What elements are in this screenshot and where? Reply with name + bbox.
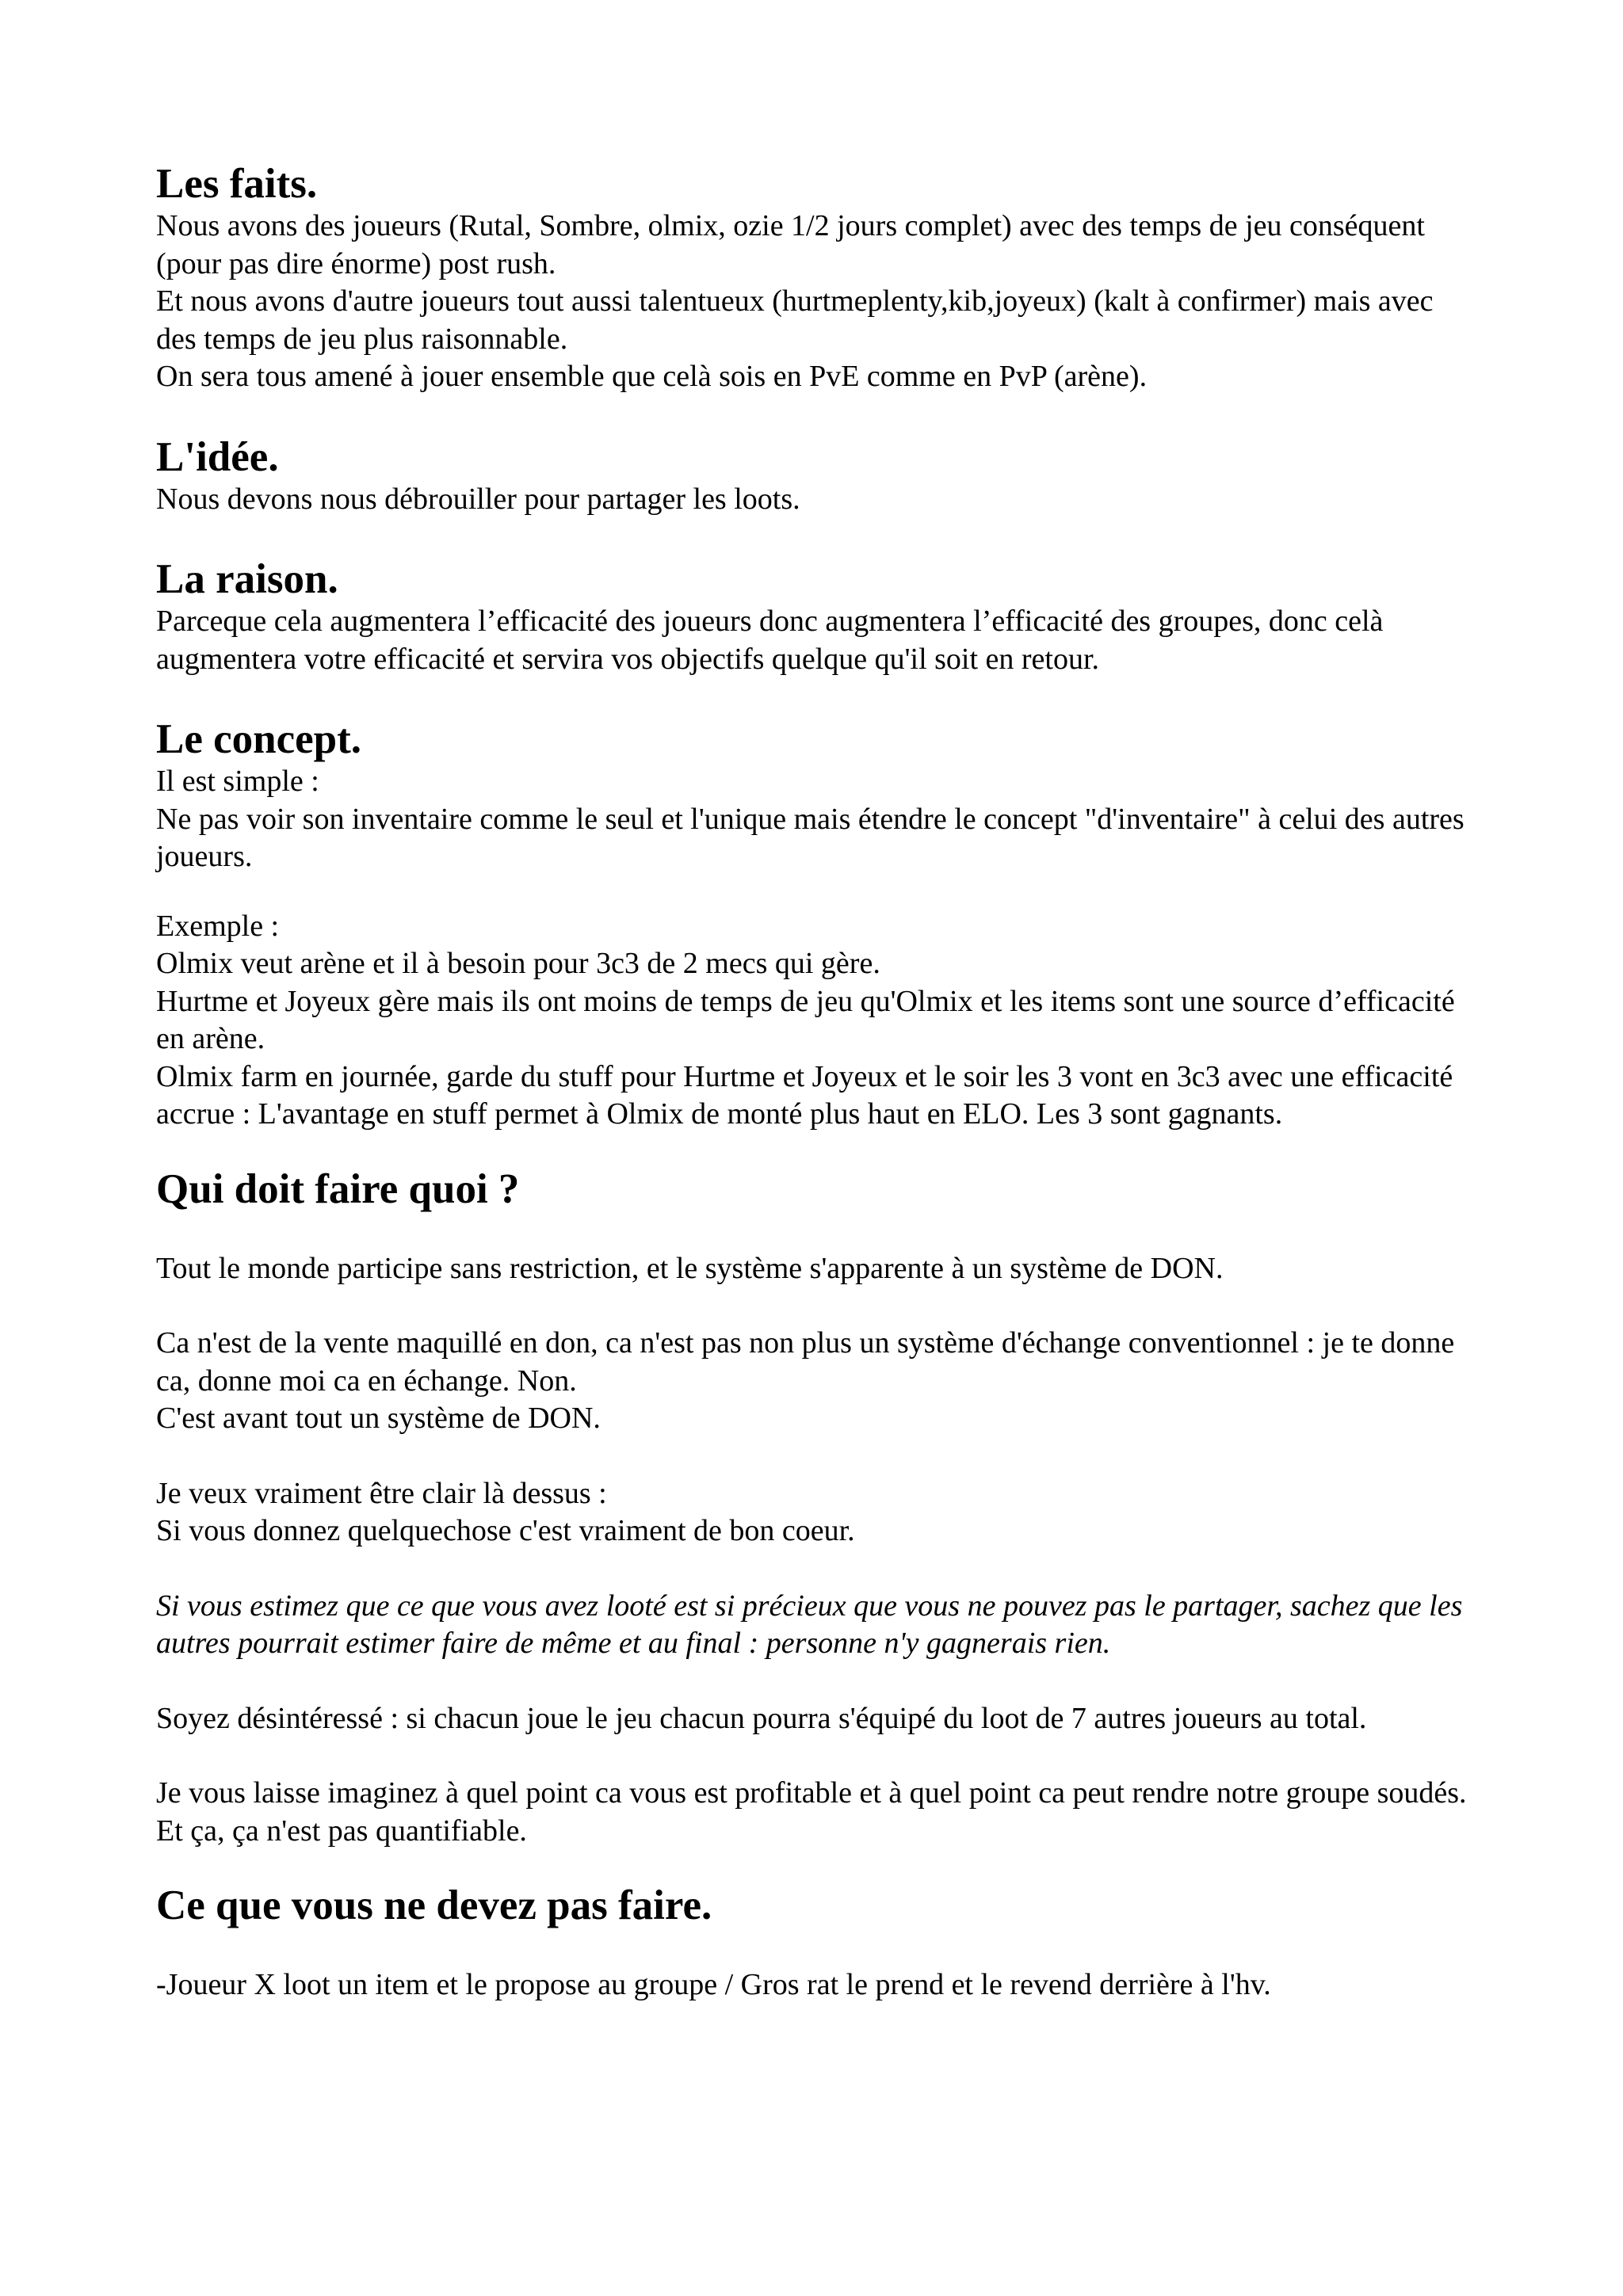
spacer	[156, 1737, 1476, 1775]
paragraph: C'est avant tout un système de DON.	[156, 1402, 601, 1435]
spacer	[156, 518, 1476, 555]
spacer	[156, 1550, 1476, 1588]
spacer	[156, 1929, 1476, 1966]
spacer	[156, 1213, 1476, 1250]
paragraph: Je veux vraiment être clair là dessus :	[156, 1476, 607, 1510]
paragraph: Soyez désintéressé : si chacun joue le jeu chacun pourra s'équipé du loot de 7 autres joueurs au total.	[156, 1701, 1367, 1735]
paragraph: Tout le monde participe sans restriction, et le système s'apparente à un système de DON.	[156, 1251, 1224, 1285]
spacer	[156, 1663, 1476, 1700]
heading-les-faits: Les faits.	[156, 161, 318, 207]
heading-qui-doit-faire-quoi: Qui doit faire quoi ?	[156, 1165, 520, 1212]
paragraph: Olmix veut arène et il à besoin pour 3c3 de 2 mecs qui gère.	[156, 947, 880, 980]
paragraph: Exemple :	[156, 909, 280, 943]
paragraph: Ca n'est de la vente maquillé en don, ca n'est pas non plus un système d'échange conventionnel : je te donne ca, donne moi ca en échange. Non.	[156, 1326, 1455, 1398]
spacer	[156, 1438, 1476, 1475]
spacer	[156, 1134, 1476, 1165]
paragraph: Nous devons nous débrouiller pour partager les loots.	[156, 482, 800, 516]
spacer	[156, 678, 1476, 715]
paragraph: Et ça, ça n'est pas quantifiable.	[156, 1814, 527, 1848]
paragraph: -Joueur X loot un item et le propose au groupe / Gros rat le prend et le revend derrière à l'hv.	[156, 1968, 1271, 2001]
paragraph: On sera tous amené à jouer ensemble que celà sois en PvE comme en PvP (arène).	[156, 360, 1148, 393]
spacer	[156, 1287, 1476, 1325]
spacer	[156, 876, 1476, 908]
paragraph: Et nous avons d'autre joueurs tout aussi talentueux (hurtmeplenty,kib,joyeux) (kalt à confirmer) mais avec des temps de jeu plus raisonnable.	[156, 284, 1434, 356]
paragraph: Si vous donnez quelquechose c'est vraiment de bon coeur.	[156, 1514, 855, 1547]
paragraph: Nous avons des joueurs (Rutal, Sombre, olmix, ozie 1/2 jours complet) avec des temps de jeu conséquent (pour pas dire énorme) post rush.	[156, 209, 1425, 280]
heading-l-idee: L'idée.	[156, 433, 279, 480]
paragraph: Olmix farm en journée, garde du stuff pour Hurtme et Joyeux et le soir les 3 vont en 3c3 avec une efficacité accrue : L'avantage en stuff permet à Olmix de monté plus haut en ELO. Les 3 sont gagnants.	[156, 1059, 1453, 1131]
heading-le-concept: Le concept.	[156, 716, 362, 762]
italic-paragraph: Si vous estimez que ce que vous avez looté est si précieux que vous ne pouvez pas le partager, sachez que les autres pourrait estimer faire de même et au final : personne n'y gagnerais rien.	[156, 1589, 1463, 1660]
heading-ce-que-vous-ne-devez-pas-faire: Ce que vous ne devez pas faire.	[156, 1882, 712, 1928]
paragraph: Il est simple :	[156, 765, 319, 798]
document-page	[156, 160, 1476, 2004]
spacer	[156, 396, 1476, 433]
paragraph: Je vous laisse imaginez à quel point ca vous est profitable et à quel point ca peut rendre notre groupe soudés.	[156, 1776, 1467, 1810]
paragraph: Hurtme et Joyeux gère mais ils ont moins de temps de jeu qu'Olmix et les items sont une source d’efficacité en arène.	[156, 984, 1455, 1055]
heading-la-raison: La raison.	[156, 556, 338, 602]
paragraph: Ne pas voir son inventaire comme le seul et l'unique mais étendre le concept "d'inventaire" à celui des autres joueurs.	[156, 802, 1465, 873]
paragraph: Parceque cela augmentera l’efficacité des joueurs donc augmentera l’efficacité des groupes, donc celà augmentera votre efficacité et servira vos objectifs quelque qu'il soit en retour.	[156, 605, 1384, 676]
spacer	[156, 1850, 1476, 1882]
